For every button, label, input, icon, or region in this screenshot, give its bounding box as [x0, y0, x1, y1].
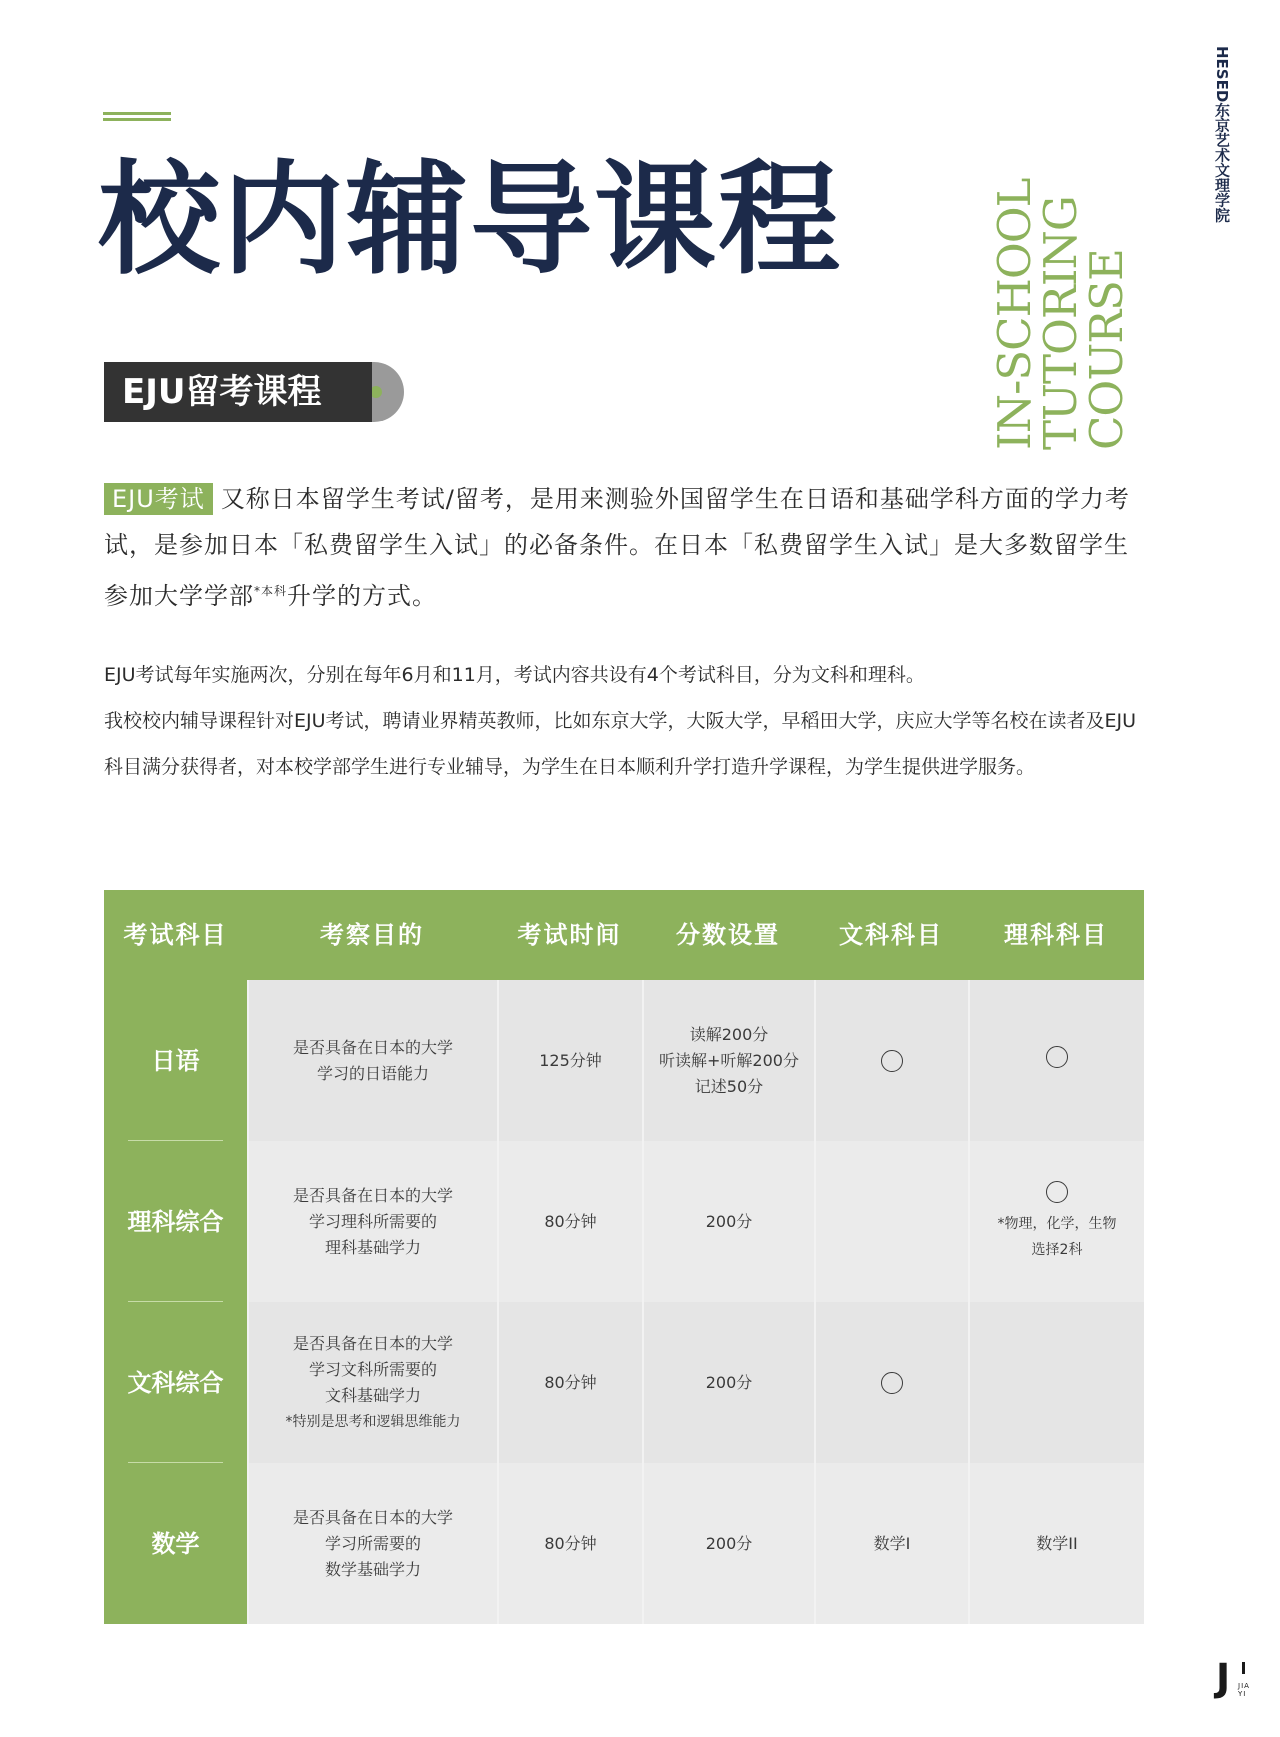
subject-label: 理科综合 [127, 1207, 224, 1236]
row-score [642, 1463, 814, 1624]
time-value: 125分钟 [539, 1050, 602, 1070]
purpose-line: 是否具备在日本的大学 [292, 1185, 453, 1205]
subject-label: 数学 [151, 1529, 200, 1558]
body-paragraph-1: EJU考试每年实施两次，分别在每年6月和11月，考试内容共设有4个考试科目，分为文科和理科。 [104, 664, 925, 686]
row-time [497, 980, 642, 1141]
row-purpose [247, 1141, 497, 1302]
subject-label: 文科综合 [127, 1368, 224, 1397]
row-subject [104, 1141, 247, 1302]
row-science [968, 1302, 1144, 1463]
time-value: 80分钟 [544, 1211, 597, 1231]
row-arts [814, 1141, 968, 1302]
logo [1216, 1656, 1256, 1704]
title-deco-lines [103, 112, 171, 124]
row-purpose [247, 1463, 497, 1624]
score-line: 200分 [705, 1211, 753, 1231]
header-time: 考试时间 [517, 921, 622, 949]
science-note: *物理，化学，生物 [997, 1215, 1117, 1232]
row-time [497, 1302, 642, 1463]
row-arts [814, 1302, 968, 1463]
score-line: 200分 [705, 1372, 753, 1392]
purpose-line: 学习文科所需要的 [308, 1359, 437, 1379]
body-paragraph-2: 我校校内辅导课程针对EJU考试，聘请业界精英教师，比如东京大学，大阪大学，早稻田大学，庆应大学等名校在读者及EJU科目满分获得者，对本校学部学生进行专业辅导，为学生在日本顺利升学打造升学课程，为学生提供进学服务。 [104, 710, 1137, 778]
table-body [104, 980, 1144, 1624]
row-science [968, 1463, 1144, 1624]
purpose-line: 是否具备在日本的大学 [292, 1037, 453, 1057]
science-note: 选择2科 [1031, 1241, 1083, 1258]
intro-highlight: EJU考试 [104, 483, 213, 515]
table-header [104, 890, 1144, 980]
logo-small-text: JIA YI [1238, 1682, 1250, 1698]
logo-bar [1242, 1662, 1245, 1674]
purpose-line: 数学基础学力 [324, 1559, 421, 1579]
body-text [104, 652, 1144, 790]
science-text: 数学II [1036, 1533, 1078, 1553]
row-arts [814, 980, 968, 1141]
row-score [642, 1141, 814, 1302]
table-row [104, 1302, 1144, 1463]
row-subject [104, 1302, 247, 1463]
row-science [968, 1141, 1144, 1302]
arts-circle-mark [881, 1050, 903, 1072]
purpose-line: 学习所需要的 [324, 1533, 421, 1553]
time-value: 80分钟 [544, 1372, 597, 1392]
logo-mark: J [1216, 1656, 1231, 1700]
page-title: 校内辅导课程 [98, 149, 842, 291]
row-score [642, 1302, 814, 1463]
purpose-line: 文科基础学力 [324, 1385, 421, 1405]
table-row [104, 1463, 1144, 1624]
intro-text-1: 又称日本留学生考试/留考，是用来测验外国留学生在日语和基础学科方面的学力考试，是参加日本「私费留学生入试」的必备条件。在日本「私费留学生入试」是大多数留学生参加大学学部 [104, 485, 1130, 610]
purpose-line: 是否具备在日本的大学 [292, 1333, 453, 1353]
row-purpose [247, 980, 497, 1141]
time-value: 80分钟 [544, 1533, 597, 1553]
header-subject: 考试科目 [123, 921, 228, 949]
header-arts: 文科科目 [839, 921, 943, 949]
arts-circle-mark [881, 1372, 903, 1394]
science-circle-mark [1046, 1181, 1068, 1203]
row-subject [104, 980, 247, 1141]
purpose-line: 学习的日语能力 [316, 1063, 429, 1083]
row-score [642, 980, 814, 1141]
subject-label: 日语 [151, 1046, 200, 1075]
row-arts [814, 1463, 968, 1624]
section-tag [104, 362, 400, 422]
english-vertical-title: IN-SCHOOL TUTORING COURSE [988, 178, 1133, 450]
intro-sup: *本科 [254, 584, 288, 598]
row-time [497, 1463, 642, 1624]
row-subject [104, 1463, 247, 1624]
purpose-line: 理科基础学力 [324, 1237, 421, 1257]
row-purpose [247, 1302, 497, 1463]
table-row [104, 980, 1144, 1141]
purpose-line: 是否具备在日本的大学 [292, 1507, 453, 1527]
section-tag-label: EJU留考课程 [104, 362, 372, 422]
score-line: 读解200分 [689, 1024, 769, 1044]
science-circle-mark [1046, 1046, 1068, 1068]
table-row [104, 1141, 1144, 1302]
header-score: 分数设置 [676, 921, 780, 949]
score-line: 记述50分 [694, 1076, 764, 1096]
score-line: 200分 [705, 1533, 753, 1553]
arts-text: 数学I [873, 1533, 911, 1553]
eju-table [104, 890, 1144, 1624]
row-time [497, 1141, 642, 1302]
header-science: 理科科目 [1004, 921, 1108, 949]
purpose-note: *特别是思考和逻辑思维能力 [285, 1413, 461, 1430]
header-purpose: 考察目的 [320, 921, 424, 949]
row-science [968, 980, 1144, 1141]
intro-text-2: 升学的方式。 [287, 582, 438, 610]
purpose-line: 学习理科所需要的 [308, 1211, 437, 1231]
brand-vertical-label: HESED东京艺术文理学院 [1213, 46, 1231, 223]
score-line: 听读解+听解200分 [659, 1050, 799, 1070]
intro-paragraph [104, 476, 1144, 619]
